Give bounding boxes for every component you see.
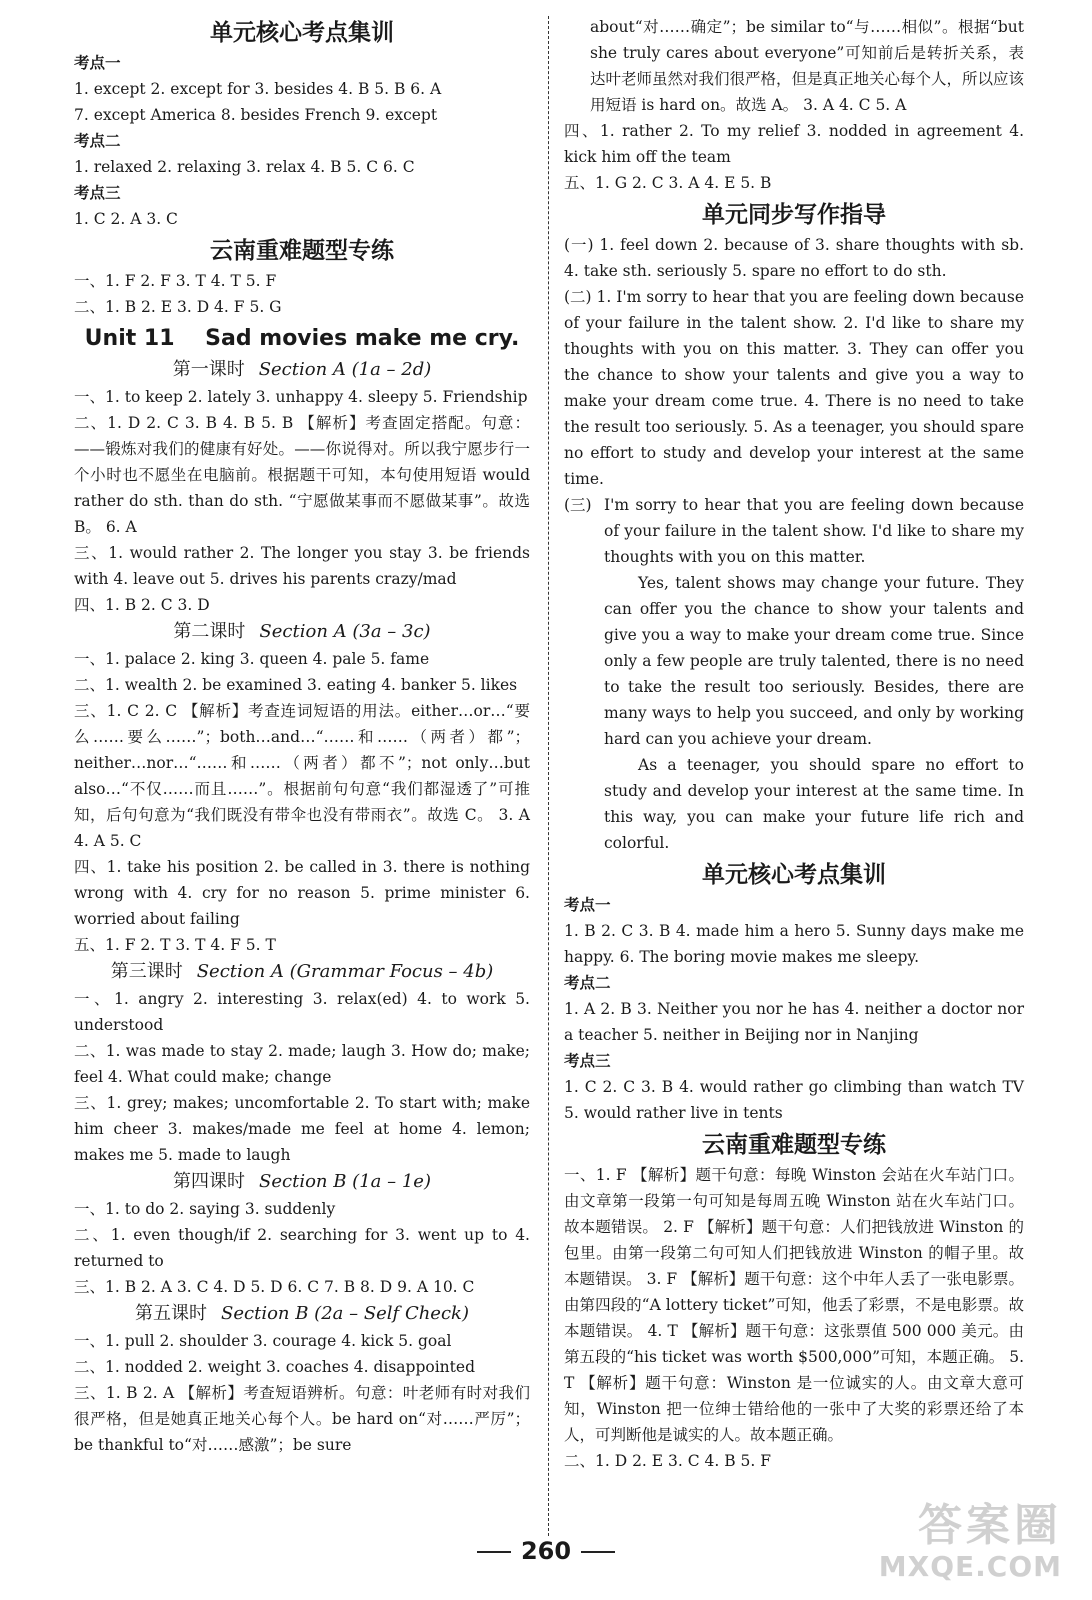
lesson-1-part-3: 三、1. would rather 2. The longer you stay 3. be friends with 4. leave out 5. drives his parents crazy/mad (74, 544, 530, 588)
key-point-3-answers: 1. C 2. A 3. C (74, 210, 178, 228)
key-point-1-answers: 1. except 2. except for 3. besides 4. B 5. B 6. A (74, 80, 442, 98)
lesson-5-part-3: 三、1. B 2. A 【解析】考查短语辨析。句意：叶老师有时对我们很严格，但是她真正地关心每个人。be hard on“对……严厉”；be thankful to“对……感激”；be sure (74, 1384, 530, 1454)
lesson-2-part-5: 五、1. F 2. T 3. T 4. F 5. T (74, 936, 276, 954)
key-point-1-label: 考点一 (74, 54, 121, 72)
heading-core-review: 单元核心考点集训 (210, 20, 394, 46)
lesson-2-part-4: 四、1. take his position 2. be called in 3. there is nothing wrong with 4. cry for no reason 5. prime minister 6. worried about failing (74, 858, 530, 928)
key-point-2-answers: 1. relaxed 2. relaxing 3. relax 4. B 5. C 6. C (74, 158, 415, 176)
lesson-1-title: 第一课时 (172, 359, 245, 380)
lesson-4-section: Section B (1a – 1e) (259, 1171, 431, 1192)
lesson-4-part-3: 三、1. B 2. A 3. C 4. D 5. D 6. C 7. B 8. D 9. A 10. C (74, 1278, 475, 1296)
key-point-1-answers-r: 1. B 2. C 3. B 4. made him a hero 5. Sunny days make me happy. 6. The boring movie makes me sleepy. (564, 922, 1024, 966)
lesson-1-part-4: 四、1. B 2. C 3. D (74, 596, 210, 614)
continued-explanation: about“对……确定”；be similar to“与……相似”。根据“but she truly cares about everyone”可知前后是转折关系，表达叶老师虽然对我们很严格，但是真正地关心每个人，所以应该用短语 is hard on。故选 A。 3. A 4. C 5. A (590, 18, 1025, 114)
lesson-4-part-2: 二、1. even though/if 2. searching for 3. went up to 4. returned to (74, 1226, 530, 1270)
lesson-5-part-1: 一、1. pull 2. shoulder 3. courage 4. kick 5. goal (74, 1332, 452, 1350)
lesson-5-part-4: 四、1. rather 2. To my relief 3. nodded in agreement 4. kick him off the team (564, 122, 1024, 166)
lesson-2-section: Section A (3a – 3c) (259, 621, 431, 642)
lesson-4-heading (74, 1168, 530, 1196)
essay-paragraph-1: I'm sorry to hear that you are feeling down because of your failure in the talent show. I'd like to share my thoughts with you on this matter. (604, 496, 1024, 566)
lesson-3-section: Section A (Grammar Focus – 4b) (196, 961, 494, 982)
key-point-1-answers-2: 7. except America 8. besides French 9. except (74, 106, 438, 124)
writing-part-1: (一) 1. feel down 2. because of 3. share thoughts with sb. 4. take sth. seriously 5. spare no effort to do sth. (564, 236, 1024, 280)
key-point-3-answers-r: 1. C 2. C 3. B 4. would rather go climbing than watch TV 5. would rather live in tents (564, 1078, 1024, 1122)
lesson-1-part-1: 一、1. to keep 2. lately 3. unhappy 4. sleepy 5. Friendship (74, 388, 528, 406)
lesson-5-heading (74, 1300, 530, 1328)
key-point-2-label: 考点二 (74, 132, 121, 150)
essay-paragraph-3: As a teenager, you should spare no effort to study and develop your interest at the same time. In this way, you can make your future life rich and colorful. (604, 756, 1024, 852)
key-point-3-label-2: 考点三 (564, 1052, 611, 1070)
key-point-1-label-2: 考点一 (564, 896, 611, 914)
lesson-4-title: 第四课时 (173, 1171, 246, 1192)
watermark-en: MXQE.COM (878, 1550, 1062, 1583)
lesson-2-heading (74, 618, 530, 646)
watermark (879, 1500, 1062, 1582)
lesson-4-part-1: 一、1. to do 2. saying 3. suddenly (74, 1200, 336, 1218)
lesson-5-part-5: 五、1. G 2. C 3. A 4. E 5. B (564, 174, 772, 192)
lesson-3-part-1: 一、1. angry 2. interesting 3. relax(ed) 4. to work 5. understood (74, 990, 530, 1034)
writing-part-3 (564, 492, 1024, 856)
lesson-3-part-3: 三、1. grey; makes; uncomfortable 2. To start with; make him cheer 3. makes/made me feel at home 4. lemon; makes me 5. made to laugh (74, 1094, 530, 1164)
page-number-text: 260 (520, 1537, 572, 1565)
essay-paragraph-2: Yes, talent shows may change your future. They can offer you the chance to show your talents and give you a way to make your dream come true. Since only a few people are truly talented, there is no need to take the result too seriously. Besides, there are many ways to help you succeed, and only by working hard can you achieve your dream. (604, 574, 1024, 748)
lesson-5-title: 第五课时 (135, 1303, 208, 1324)
lesson-3-title: 第三课时 (110, 961, 183, 982)
column-divider (548, 16, 549, 1536)
lesson-1-part-2: 二、1. D 2. C 3. B 4. B 5. B 【解析】考查固定搭配。句意：——锻炼对我们的健康有好处。——你说得对。所以我宁愿步行一个小时也不愿坐在电脑前。根据题干可知，本句使用短语 would rather do sth. than do sth. “宁愿做某事而不愿做某事”。故选 B。 6. A (74, 414, 530, 536)
lesson-1-heading (74, 356, 530, 384)
lesson-2-part-1: 一、1. palace 2. king 3. queen 4. pale 5. fame (74, 650, 430, 668)
watermark-cn: 答案圈 (918, 1500, 1062, 1551)
key-point-2-label-2: 考点二 (564, 974, 611, 992)
yunnan-part-2: 二、1. B 2. E 3. D 4. F 5. G (74, 298, 282, 316)
key-point-2-answers-r: 1. A 2. B 3. Neither you nor he has 4. neither a doctor nor a teacher 5. neither in Beijing nor in Nanjing (564, 1000, 1024, 1044)
writing-part-3-label: (三) (564, 496, 592, 514)
heading-writing-guide: 单元同步写作指导 (702, 202, 886, 228)
page-number-dash-right (581, 1551, 615, 1553)
lesson-5-section: Section B (2a – Self Check) (221, 1303, 469, 1324)
key-point-3-label: 考点三 (74, 184, 121, 202)
unit-title: Unit 11 Sad movies make me cry. (84, 326, 520, 351)
yunnan-part-1-r: 一、1. F 【解析】题干句意：每晚 Winston 会站在火车站门口。由文章第一段第一句可知是每周五晚 Winston 站在火车站门口。故本题错误。 2. F 【解析】题干句意：人们把钱放进 Winston 的包里。由第一段第二句可知人们把钱放进 Winston 的帽子里。故本题错误。 3. F 【解析】题干句意：这个中年人丢了一张电影票。由第四段的“A lottery ticket”可知，他丢了彩票，不是电影票。故本题错误。 4. T 【解析】题干句意：这张票值 500 000 美元。由第五段的“his ticket was worth $500,000”可知，本题正确。 5. T 【解析】题干句意：Winston 是一位诚实的人。由文章大意可知，Winston 把一位绅士错给他的一张中了大奖的彩票还给了本人，可判断他是诚实的人。故本题正确。 (564, 1166, 1024, 1444)
writing-part-2: (二) 1. I'm sorry to hear that you are feeling down because of your failure in the talent show. 2. I'd like to share my thoughts with you on this matter. 3. They can offer you the chance to show your talents and give you a way to make your dream come true. 4. There is no need to take the result too seriously. 5. As a teenager, you should spare no effort to study and develop your interest at the same time. (564, 288, 1024, 488)
yunnan-part-2-r: 二、1. D 2. E 3. C 4. B 5. F (564, 1452, 772, 1470)
lesson-2-part-3: 三、1. C 2. C 【解析】考查连词短语的用法。either…or…“要么……要么……”；both…and…“……和……（两者）都”；neither…nor…“……和……（两者）都不”；not only…but also…“不仅……而且……”。根据前句句意“我们都湿透了”可推知，后句句意为“我们既没有带伞也没有带雨衣”。故选 C。 3. A 4. A 5. C (74, 702, 530, 850)
lesson-3-part-2: 二、1. was made to stay 2. made; laugh 3. How do; make; feel 4. What could make; change (74, 1042, 530, 1086)
lesson-2-title: 第二课时 (173, 621, 246, 642)
right-column (564, 14, 1024, 1474)
heading-yunnan-practice-2: 云南重难题型专练 (702, 1132, 886, 1158)
heading-yunnan-practice: 云南重难题型专练 (210, 238, 394, 264)
lesson-1-section: Section A (1a – 2d) (258, 359, 432, 380)
heading-core-review-2: 单元核心考点集训 (702, 862, 886, 888)
lesson-5-part-2: 二、1. nodded 2. weight 3. coaches 4. disappointed (74, 1358, 475, 1376)
yunnan-part-1: 一、1. F 2. F 3. T 4. T 5. F (74, 272, 277, 290)
lesson-3-heading (74, 958, 530, 986)
left-column (74, 14, 530, 1458)
page-number-dash-left (477, 1551, 511, 1553)
lesson-2-part-2: 二、1. wealth 2. be examined 3. eating 4. banker 5. likes (74, 676, 518, 694)
